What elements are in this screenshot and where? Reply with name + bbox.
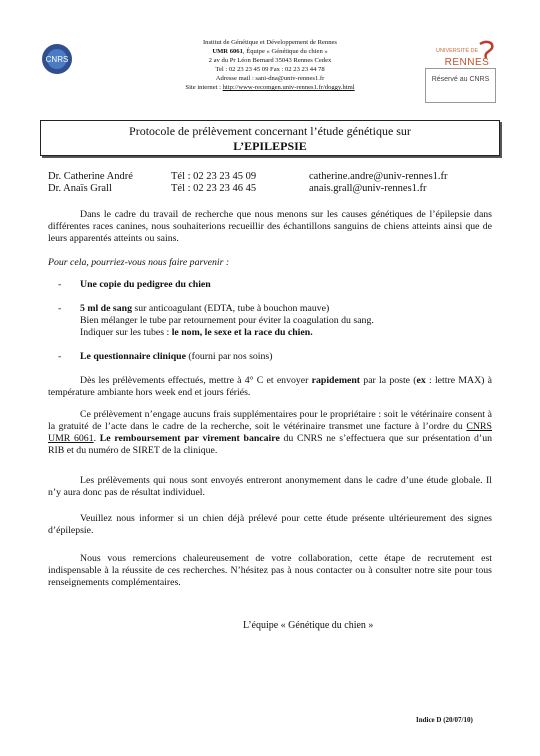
header-line-1: Institut de Génétique et Développement de Rennes (202, 39, 338, 46)
paragraph-shipping: Dès les prélèvements effectués, mettre à 4° C et envoyer rapidement par la poste (ex : lettre MAX) à température ambiante hors week end et jours fériés. (48, 375, 493, 398)
contact-row (48, 183, 508, 195)
header-line-2: UMR 6061, Équipe « Génétique du chien » (212, 48, 328, 55)
svg-text:UNIVERSITÉ DE: UNIVERSITÉ DE (436, 48, 479, 54)
title-box (40, 120, 500, 156)
contact-row (48, 171, 508, 183)
paragraph-anonymous: Les prélèvements qui nous sont envoyés entreront anonymement dans le cadre d’une étude globale. Il n’y aura donc pas de résultat individuel. (48, 475, 492, 498)
list-item-pedigree: - Une copie du pedigree du chien (58, 279, 211, 290)
title-line-1: Protocole de prélèvement concernant l’étude génétique sur (129, 124, 411, 138)
institute-header (120, 38, 420, 92)
svg-text:CNRS: CNRS (45, 55, 69, 64)
paragraph-thanks: Nous vous remercions chaleureusement de votre collaboration, cette étape de recrutement est indispensable à la réussite de ces recherches. N’hésitez pas à nous contacter ou à consulter notre site pour tous renseignements complémentaires. (48, 553, 492, 588)
list-item-questionnaire: - Le questionnaire clinique (fourni par nos soins) (58, 351, 273, 362)
paragraph-fees: Ce prélèvement n’engage aucuns frais supplémentaires pour le propriétaire : soit le vétérinaire consent à la gratuité de l’acte dans le cadre de la recherche, soit le vétérinaire transmet une facture à l’ordre du CNRS UMR 6061. Le remboursement par virement bancaire du CNRS ne s’effectuera que sur présentation d’un RIB et du numéro de SIRET de la clinique. (48, 409, 492, 456)
signature: L’équipe « Génétique du chien » (243, 620, 374, 631)
contact-tel: Tél : 02 23 23 45 09 (171, 171, 257, 182)
contact-tel: Tél : 02 23 23 46 45 (171, 183, 257, 194)
cnrs-logo (40, 42, 74, 76)
rennes-logo-text: RENNES (444, 57, 490, 68)
header-email: Adresse mail : sani-dna@univ-rennes1.fr (215, 75, 325, 82)
contact-email[interactable]: anais.grall@univ-rennes1.fr (309, 183, 427, 194)
reserved-stamp-box: Réservé au CNRS (425, 68, 496, 103)
contacts (48, 171, 508, 195)
request-line: Pour cela, pourriez-vous nous faire parvenir : (48, 257, 230, 268)
intro-paragraph: Dans le cadre du travail de recherche que nous menons sur les causes génétiques de l’épilepsie dans différentes races canines, nous souhaiterions recueillir des échantillons sanguins de chiens atteints ainsi que de leurs apparentés atteints ou sains. (48, 209, 492, 244)
website-link[interactable]: http://www-recomgen.univ-rennes1.fr/doggy.html (222, 84, 355, 91)
paragraph-inform: Veuillez nous informer si un chien déjà prélevé pour cette étude présente ultérieurement des signes d’épilepsie. (48, 513, 492, 536)
contact-email[interactable]: catherine.andre@univ-rennes1.fr (309, 171, 448, 182)
header-phone: Tel : 02 23 23 45 09 Fax : 02 23 23 44 78 (215, 66, 325, 73)
header-website: Site internet : http://www-recomgen.univ-rennes1.fr/doggy.html (185, 84, 355, 91)
list-item-blood: - 5 ml de sang sur anticoagulant (EDTA, tube à bouchon mauve) Bien mélanger le tube par retournement pour éviter la coagulation du sang. Indiquer sur les tubes : le nom, le sexe et la race du chien. (58, 303, 374, 338)
header-address: 2 av du Pr Léon Bernard 35043 Rennes Cedex (208, 57, 332, 64)
document-index: Indice D (20/07/10) (416, 716, 473, 724)
contact-name: Dr. Catherine André (48, 171, 133, 182)
contact-name: Dr. Anaïs Grall (48, 183, 112, 194)
title-line-2: L’EPILEPSIE (233, 139, 307, 153)
